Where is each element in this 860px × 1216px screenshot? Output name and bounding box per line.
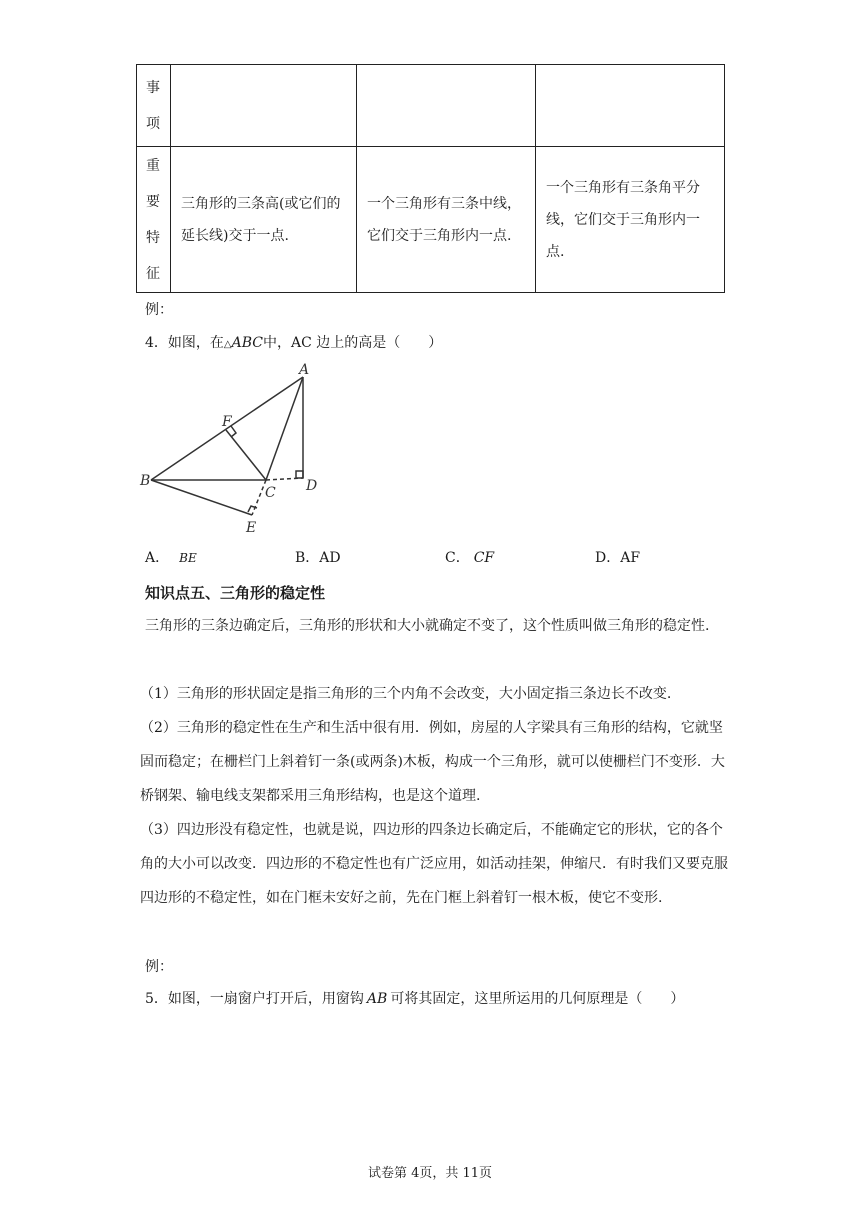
table-cell [357,65,536,147]
segment-be [151,480,252,515]
row-header-text: 事项 [146,79,160,132]
question-number: 4． [145,335,168,351]
question-suffix: 可将其固定，这里所运用的几何原理是（ ） [390,991,685,1007]
row-header [137,147,171,293]
question-4 [145,332,442,356]
table-cell [171,147,357,293]
section-point-2: （2）三角形的稳定性在生产和生活中很有用．例如，房屋的人字梁具有三角形的结构，它就坚固而稳定；在栅栏门上斜着钉一条(或两条)木板，构成一个三角形，就可以使栅栏门不变形．大桥钢架、输电线支架都采用三角形结构，也是这个道理. [140,720,725,804]
extension-ce [252,480,266,515]
label-f: F [222,414,232,430]
right-angle-f [231,426,236,437]
label-c: C [265,485,276,501]
table-cell [536,65,725,147]
right-angle-e [248,506,257,512]
label-b: B [140,473,151,489]
table-cell [536,147,725,293]
triangle-name: ABC [231,335,263,351]
segment-ac [266,377,303,480]
segment-fc [226,430,266,480]
option-c[interactable]: C． CF [445,550,495,566]
page-footer: 试卷第 4页，共 11页 [367,1166,493,1181]
right-angle-d [296,471,303,478]
table-cell [357,147,536,293]
example-label: 例： [145,959,173,975]
label-a: A [299,362,310,378]
triangle-symbol: △ [223,339,232,350]
label-e: E [246,520,257,536]
section-point-3: （3）四边形没有稳定性，也就是说，四边形的四条边长确定后，不能确定它的形状，它的各个角的大小可以改变．四边形的不稳定性也有广泛应用，如活动挂架，伸缩尺．有时我们又要克服四边形的不稳定性，如在门框未安好之前，先在门框上斜着钉一根木板，使它不变形. [140,822,728,906]
question-5 [145,988,684,1010]
question-number: 5． [145,991,168,1007]
example-label: 例： [145,302,173,318]
row-header [137,65,171,147]
cell-text: 一个三角形有三条中线，它们交于三角形内一点. [367,195,521,244]
option-d[interactable]: D．AF [595,550,641,566]
table-row [137,147,725,293]
section-heading: 知识点五、三角形的稳定性 [145,584,326,602]
option-a[interactable]: A． BE [145,550,197,566]
row-header-text: 重要特征 [146,157,160,282]
question-prefix: 如图，在 [167,335,224,351]
section-intro: 三角形的三条边确定后，三角形的形状和大小就确定不变了，这个性质叫做三角形的稳定性. [145,618,710,634]
section-point-1: （1）三角形的形状固定是指三角形的三个内角不会改变，大小固定指三条边长不改变. [140,686,672,702]
segment-name: AB [366,991,388,1007]
question-suffix: 中，AC 边上的高是（ ） [263,335,443,351]
question-prefix: 如图，一扇窗户打开后，用窗钩 [167,991,364,1007]
table-cell [171,65,357,147]
cell-text: 三角形的三条高(或它们的延长线)交于一点. [181,195,341,244]
triangle-figure [138,360,338,540]
label-d: D [306,478,318,494]
option-b[interactable]: B．AD [295,550,341,566]
summary-table [136,64,725,293]
cell-text: 一个三角形有三条角平分线，它们交于三角形内一点. [546,179,700,260]
table-row [137,65,725,147]
